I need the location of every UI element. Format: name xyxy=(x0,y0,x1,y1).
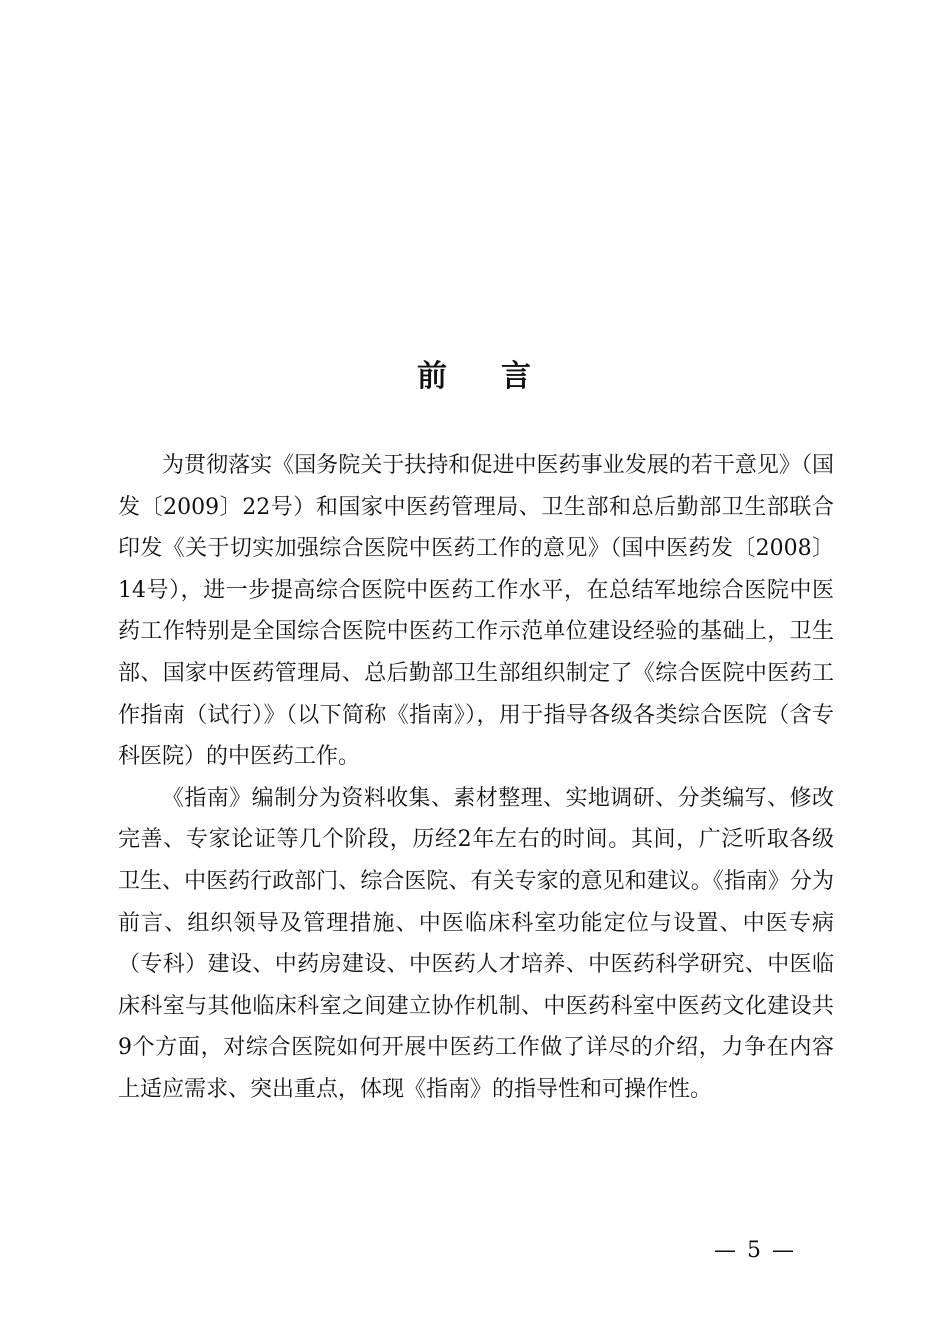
page-title xyxy=(0,352,950,402)
page-number: — 5 — xyxy=(714,1238,796,1263)
title-char-2: 言 xyxy=(501,359,533,394)
paragraph-1: 为贯彻落实《国务院关于扶持和促进中医药事业发展的若干意见》（国发〔2009〕22号）和国家中医药管理局、卫生部和总后勤部卫生部联合印发《关于切实加强综合医院中医药工作的意见》（国中医药发〔2008〕14号），进一步提高综合医院中医药工作水平，在总结军地综合医院中医药工作特别是全国综合医院中医药工作示范单位建设经验的基础上，卫生部、国家中医药管理局、总后勤部卫生部组织制定了《综合医院中医药工作指南（试行）》（以下简称《指南》），用于指导各级各类综合医院（含专科医院）的中医药工作。 xyxy=(118,453,834,770)
title-char-1: 前 xyxy=(417,359,449,394)
body-text xyxy=(118,445,834,1111)
paragraph-2: 《指南》编制分为资料收集、素材整理、实地调研、分类编写、修改完善、专家论证等几个阶段，历经2年左右的时间。其间，广泛听取各级卫生、中医药行政部门、综合医院、有关专家的意见和建议。《指南》分为前言、组织领导及管理措施、中医临床科室功能定位与设置、中医专病（专科）建设、中药房建设、中医药人才培养、中医药科学研究、中医临床科室与其他临床科室之间建立协作机制、中医药科室中医药文化建设共9个方面，对综合医院如何开展中医药工作做了详尽的介绍，力争在内容上适应需求、突出重点，体现《指南》的指导性和可操作性。 xyxy=(118,785,834,1102)
